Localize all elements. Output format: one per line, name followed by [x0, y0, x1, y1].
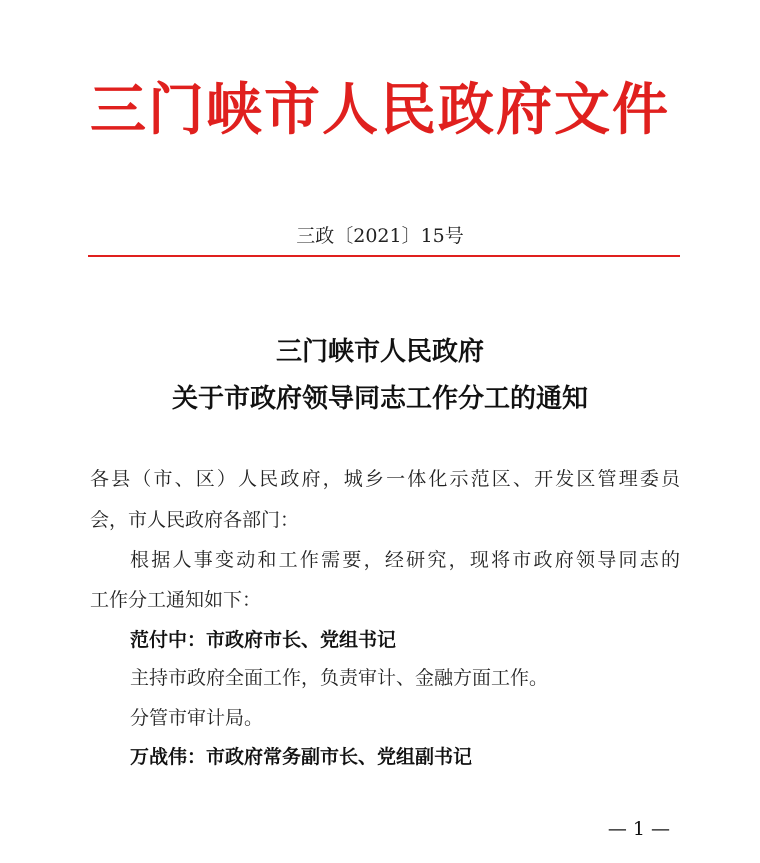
leader-1-oversees: 分管市审计局。 [130, 707, 264, 729]
leader-1-heading: 范付中：市政府市长、党组书记 [130, 629, 397, 651]
leader-2-heading: 万战伟：市政府常务副市长、党组副书记 [130, 746, 473, 768]
leader-1-duty: 主持市政府全面工作，负责审计、金融方面工作。 [130, 667, 549, 689]
document-number: 三政〔2021〕15号 [296, 225, 464, 247]
addressee-line-2: 会，市人民政府各部门： [90, 509, 300, 531]
intro-line-1: 根据人事变动和工作需要，经研究，现将市政府领导同志的 [130, 549, 680, 571]
addressee-line-1: 各县（市、区）人民政府，城乡一体化示范区、开发区管理委员 [90, 468, 680, 490]
document-header-title: 三门峡市人民政府文件 [90, 77, 670, 143]
page-number: — 1 — [607, 818, 670, 840]
notice-title-line-2: 关于市政府领导同志工作分工的通知 [171, 384, 588, 414]
notice-title-line-1: 三门峡市人民政府 [275, 337, 484, 367]
intro-line-2: 工作分工通知如下： [90, 589, 262, 611]
red-separator-line [88, 255, 680, 257]
